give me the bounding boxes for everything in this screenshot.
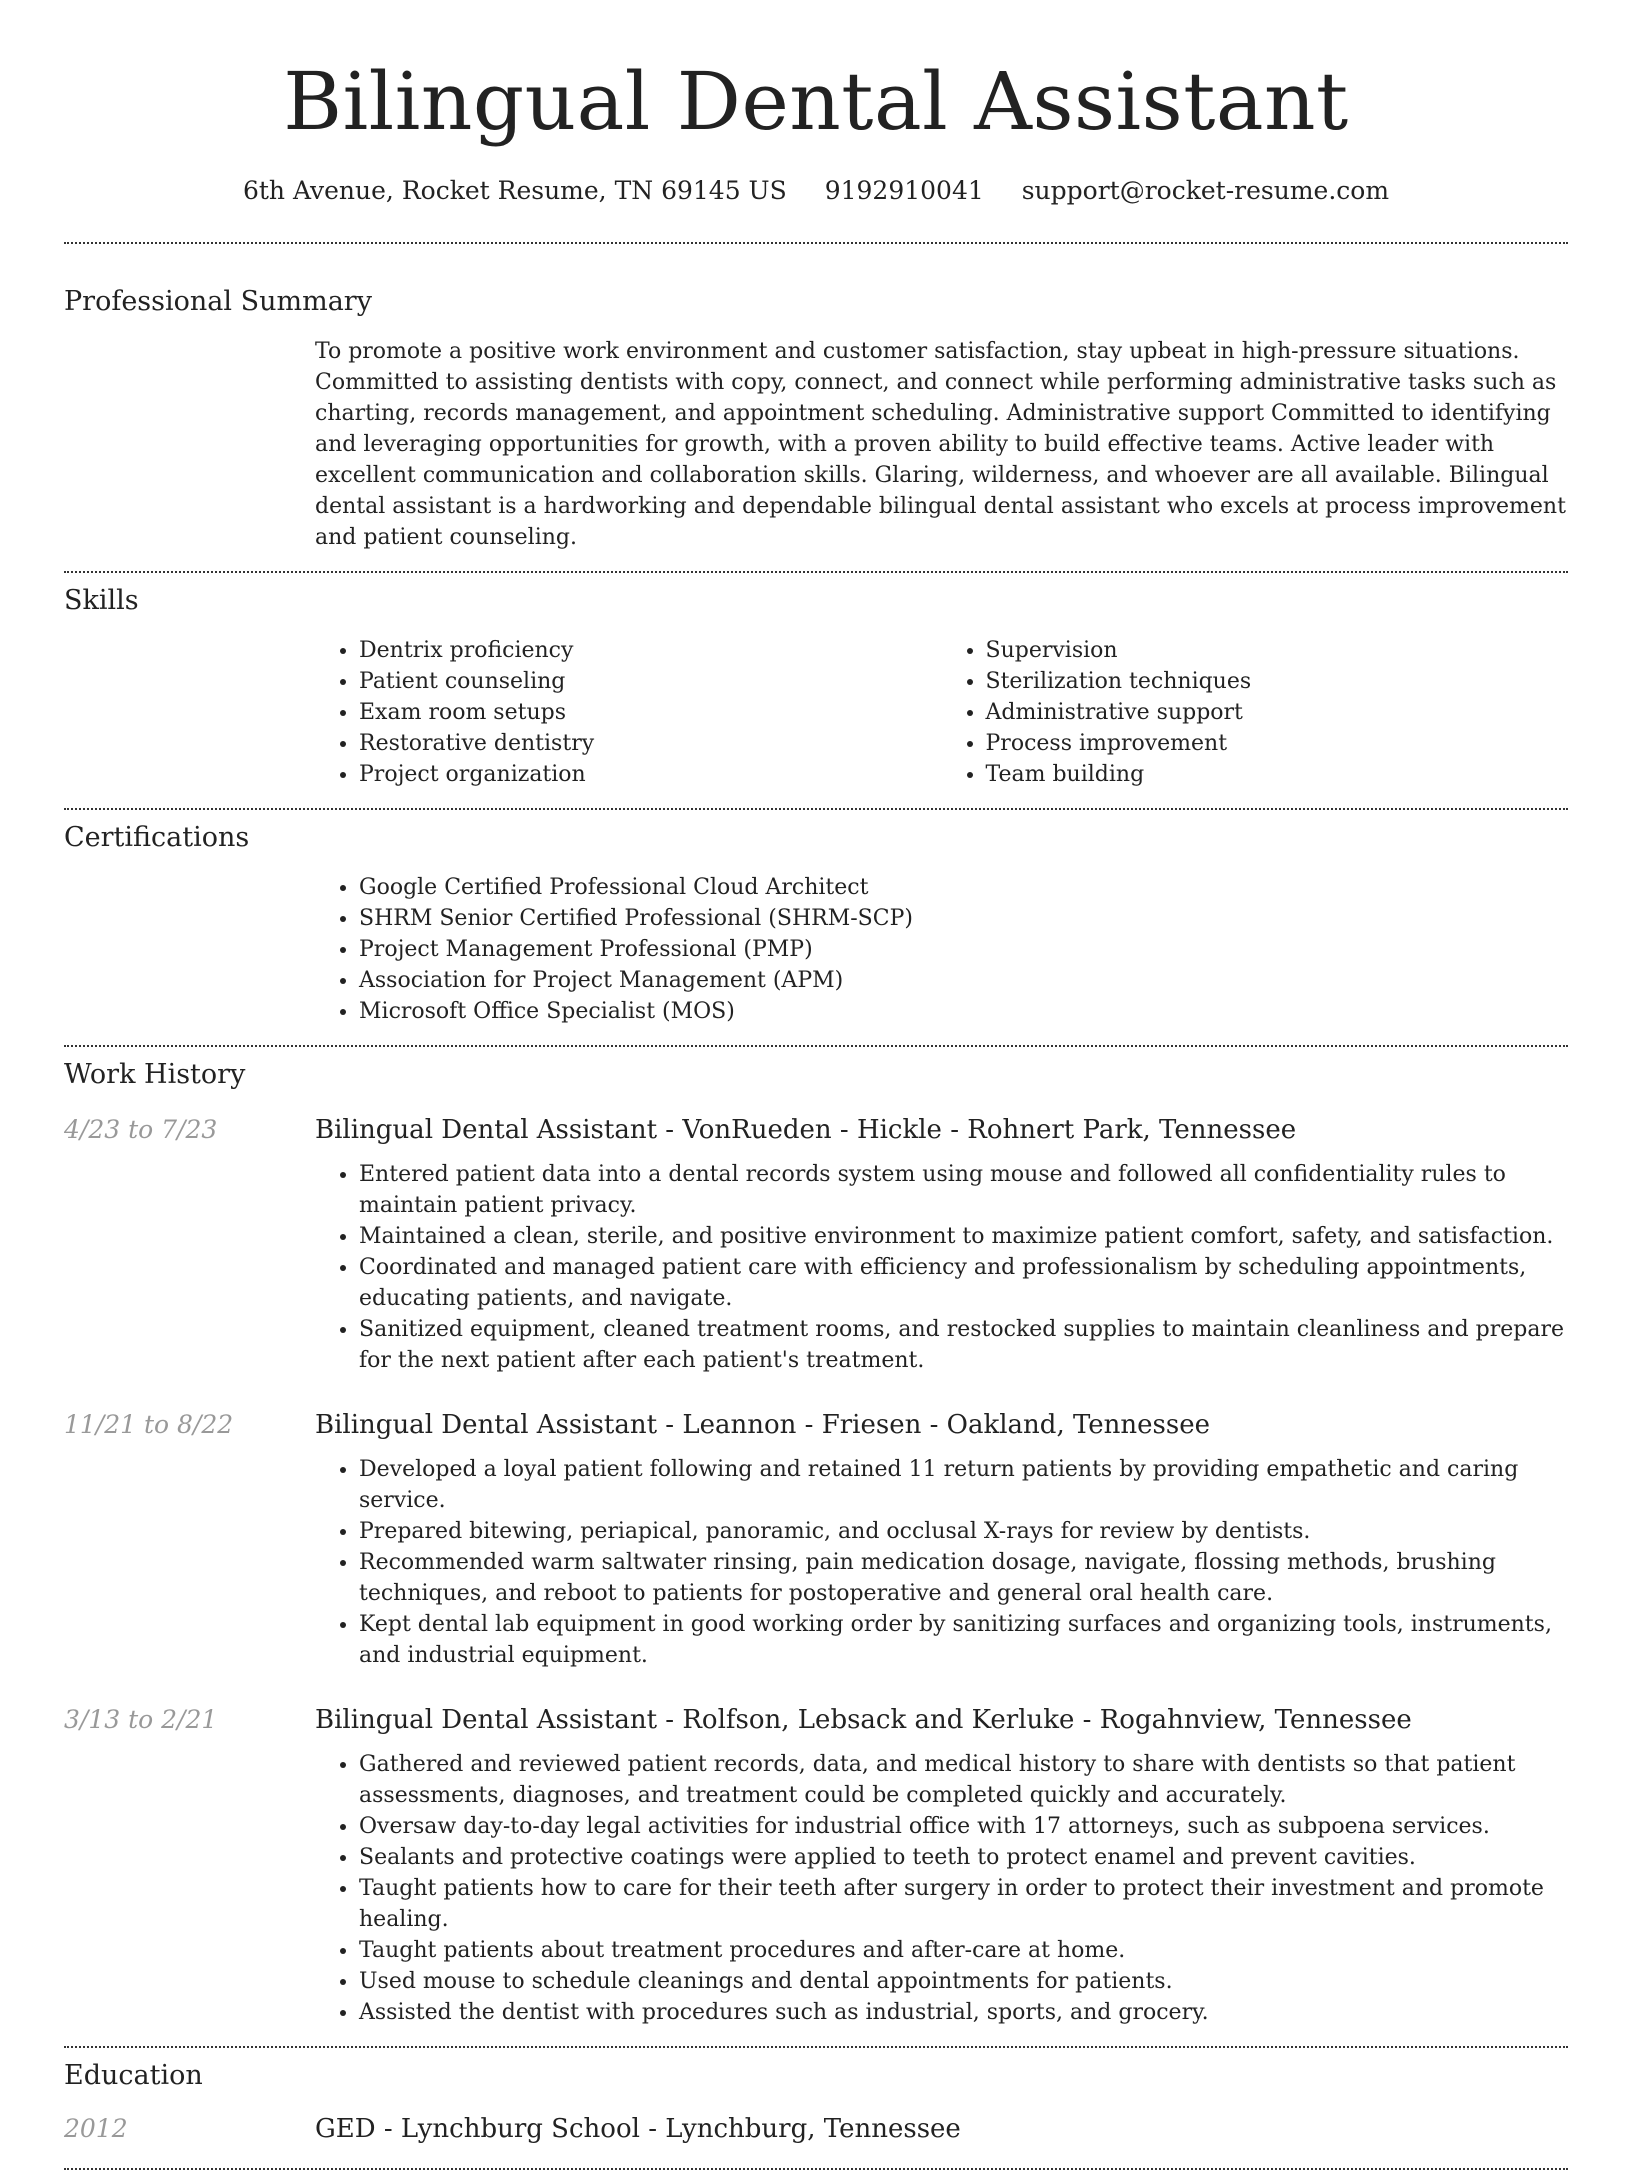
skill-item: • Dentrix proficiency <box>359 635 942 666</box>
skills-list-left <box>315 635 942 790</box>
job-bullets <box>315 1454 1568 1671</box>
education-dates: 2012 <box>64 2114 128 2143</box>
education-entry: GED - Lynchburg School - Lynchburg, Tennessee <box>315 2114 961 2144</box>
certification-item: • SHRM Senior Certified Professional (SHRM-SCP) <box>359 903 1568 934</box>
certification-item: • Microsoft Office Specialist (MOS) <box>359 996 1568 1027</box>
skills-heading: Skills <box>64 585 139 616</box>
work-history-heading: Work History <box>64 1059 246 1090</box>
job-bullet: • Kept dental lab equipment in good working order by sanitizing surfaces and organizing tools, instruments, and industrial equipment. <box>359 1609 1568 1671</box>
job-bullet: • Developed a loyal patient following and retained 11 return patients by providing empathetic and caring service. <box>359 1454 1568 1516</box>
job-bullet: • Entered patient data into a dental records system using mouse and followed all confidentiality rules to maintain patient privacy. <box>359 1159 1568 1221</box>
job-bullet: • Prepared bitewing, periapical, panoramic, and occlusal X-rays for review by dentists. <box>359 1516 1568 1547</box>
skill-item: • Exam room setups <box>359 697 942 728</box>
job-bullet: • Coordinated and managed patient care with efficiency and professionalism by scheduling appointments, educating patients, and navigate. <box>359 1252 1568 1314</box>
job-bullet: • Maintained a clean, sterile, and positive environment to maximize patient comfort, safety, and satisfaction. <box>359 1221 1568 1252</box>
resume-header <box>64 0 1568 208</box>
skills-list-right <box>942 635 1569 790</box>
certification-item: • Association for Project Management (APM) <box>359 965 1568 996</box>
job-title: Bilingual Dental Assistant - VonRueden - Hickle - Rohnert Park, Tennessee <box>315 1115 1297 1145</box>
job-dates: 4/23 to 7/23 <box>64 1115 218 1144</box>
job-title: Bilingual Dental Assistant - Leannon - Friesen - Oakland, Tennessee <box>315 1410 1211 1440</box>
skill-item: • Restorative dentistry <box>359 728 942 759</box>
job-title: Bilingual Dental Assistant - Rolfson, Lebsack and Kerluke - Rogahnview, Tennessee <box>315 1705 1412 1735</box>
job-bullets <box>315 1159 1568 1376</box>
skill-item: • Administrative support <box>986 697 1569 728</box>
education-section <box>64 2048 1568 2168</box>
job-bullet: • Gathered and reviewed patient records, data, and medical history to share with dentists so that patient assessments, diagnoses, and treatment could be completed quickly and accurately. <box>359 1749 1568 1811</box>
job-entry <box>64 1703 1568 2028</box>
job-bullet: • Assisted the dentist with procedures such as industrial, sports, and grocery. <box>359 1997 1568 2028</box>
education-heading: Education <box>64 2060 203 2091</box>
summary-section <box>64 244 1568 571</box>
skill-item: • Patient counseling <box>359 666 942 697</box>
job-dates: 11/21 to 8/22 <box>64 1410 234 1439</box>
job-dates: 3/13 to 2/21 <box>64 1705 218 1734</box>
job-bullet: • Oversaw day-to-day legal activities for industrial office with 17 attorneys, such as subpoena services. <box>359 1811 1568 1842</box>
job-bullets <box>315 1749 1568 2028</box>
summary-text: To promote a positive work environment and customer satisfaction, stay upbeat in high-pressure situations. Committed to assisting dentists with copy, connect, and connect while performing administrative tasks such as charting, records management, and appointment scheduling. Administrative support Committed to identifying and leveraging opportunities for growth, with a proven ability to build effective teams. Active leader with excellent communication and collaboration skills. Glaring, wilderness, and whoever are all available. Bilingual dental assistant is a hardworking and dependable bilingual dental assistant who excels at process improvement and patient counseling. <box>315 339 1566 550</box>
certifications-heading: Certifications <box>64 822 250 853</box>
job-entry <box>64 1113 1568 1376</box>
certification-item: • Project Management Professional (PMP) <box>359 934 1568 965</box>
work-history-section <box>64 1047 1568 2046</box>
candidate-name: Bilingual Dental Assistant <box>283 55 1349 148</box>
certifications-list <box>315 872 1568 1027</box>
job-bullet: • Taught patients about treatment procedures and after-care at home. <box>359 1935 1568 1966</box>
job-bullet: • Taught patients how to care for their teeth after surgery in order to protect their investment and promote healing. <box>359 1873 1568 1935</box>
email-text: support@rocket-resume.com <box>1021 176 1390 205</box>
skill-item: • Supervision <box>986 635 1569 666</box>
skill-item: • Team building <box>986 759 1569 790</box>
job-bullet: • Sealants and protective coatings were applied to teeth to protect enamel and prevent cavities. <box>359 1842 1568 1873</box>
skills-section <box>64 573 1568 808</box>
job-bullet: • Recommended warm saltwater rinsing, pain medication dosage, navigate, flossing methods, brushing techniques, and reboot to patients for postoperative and general oral health care. <box>359 1547 1568 1609</box>
skill-item: • Process improvement <box>986 728 1569 759</box>
contact-line <box>64 174 1568 208</box>
job-entry <box>64 1408 1568 1671</box>
job-bullet: • Sanitized equipment, cleaned treatment rooms, and restocked supplies to maintain cleanliness and prepare for the next patient after each patient's treatment. <box>359 1314 1568 1376</box>
job-bullet: • Used mouse to schedule cleanings and dental appointments for patients. <box>359 1966 1568 1997</box>
phone-text: 9192910041 <box>824 176 984 205</box>
skill-item: • Project organization <box>359 759 942 790</box>
certifications-section <box>64 810 1568 1045</box>
certification-item: • Google Certified Professional Cloud Architect <box>359 872 1568 903</box>
address-text: 6th Avenue, Rocket Resume, TN 69145 US <box>242 176 787 205</box>
summary-heading: Professional Summary <box>64 286 372 317</box>
skill-item: • Sterilization techniques <box>986 666 1569 697</box>
